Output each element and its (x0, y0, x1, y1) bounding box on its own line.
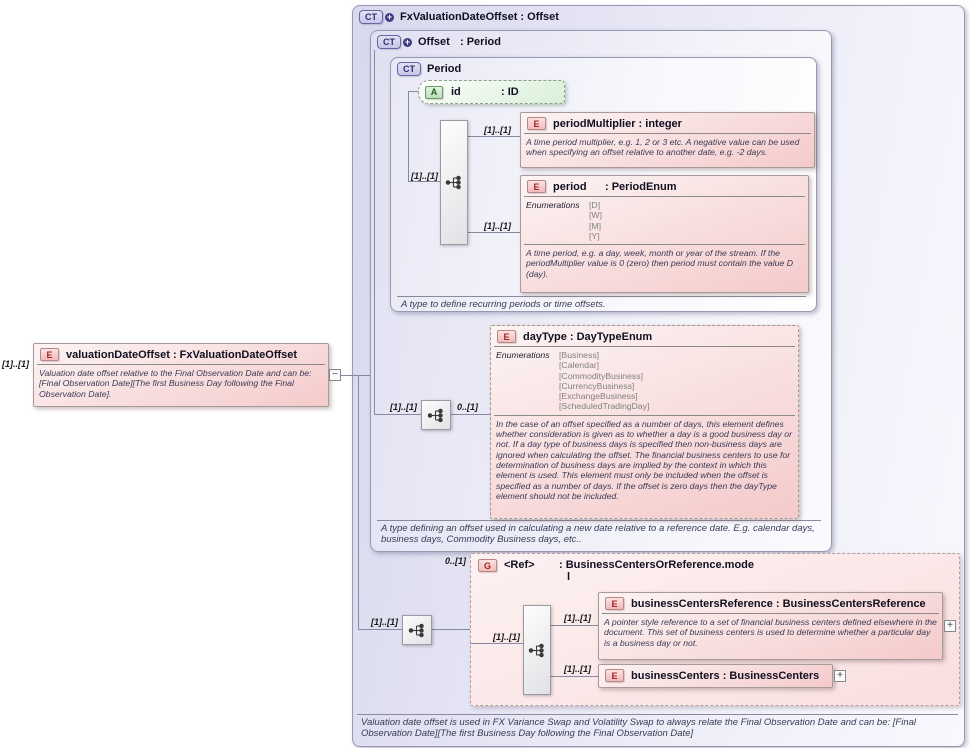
element-valuationdateoffset-box[interactable] (33, 343, 329, 407)
sequence-connector[interactable] (402, 615, 432, 645)
complextype-fxvaluationdateoffset-title: FxValuationDateOffset : Offset (400, 11, 559, 23)
complextype-period-header (397, 62, 461, 76)
attribute-id-name: id (451, 86, 461, 98)
enumeration-values: [D] [W] [M] [Y] (589, 200, 603, 241)
expand-button[interactable]: + (834, 670, 846, 682)
group-icon: G (478, 559, 497, 572)
collapse-button[interactable]: − (329, 369, 341, 381)
expand-button[interactable]: + (944, 620, 956, 632)
element-valuationdateoffset-description: Valuation date offset relative to the Final Observation Date and can be: [Final Observation Date][The first Business Day following the Final Observation Date]. (39, 368, 312, 399)
cardinality-label: [1]..[1] (564, 664, 591, 674)
element-valuationdateoffset-title: valuationDateOffset : FxValuationDateOffset (66, 348, 298, 361)
attribute-id-box[interactable] (418, 80, 565, 104)
complextype-fxvaluationdateoffset-header (359, 10, 559, 24)
sequence-connector[interactable] (440, 120, 468, 245)
derived-plus-icon: + (404, 36, 411, 47)
enumerations-label: Enumerations (526, 200, 580, 210)
complextype-offset-name: Offset (418, 36, 450, 48)
cardinality-label: [1]..[1] (371, 617, 398, 627)
attribute-id-type: : ID (501, 86, 519, 98)
group-ref-type-line1: : BusinessCentersOrReference.mode (559, 559, 755, 571)
element-daytype-description: In the case of an offset specified as a number of days, this element defines whether consideration is given as to whether a day is a good business day or not. If a day type of business days is specified then non-business days are ignored when calculating the offset. The financial business centers to use for determination of business days are implied by the context in which this element is used. This element must only be included when the offset is specified as a number of days. If the offset is zero days then the dayType element should not be included. (496, 418, 793, 501)
offset-annotation: A type defining an offset used in calculating a new date relative to a reference date. E.g. calendar days, business days, Commodity Business days, etc.. (377, 520, 821, 545)
cardinality-label: [1]..[1] (493, 632, 520, 642)
element-businesscentersreference-description: A pointer style reference to a set of financial business centers defined elsewhere in the document. This set of business centers is used to determine whether a particular day is a business day or not. (604, 617, 937, 648)
fxvaluationdateoffset-annotation: Valuation date offset is used in FX Variance Swap and Volatility Swap to always relate the Final Observation Date and can be: [Final Observation Date][The first Business Day following the Final Observation Date] (357, 714, 958, 739)
element-period-name: period (553, 180, 587, 193)
element-icon: E (40, 348, 59, 361)
cardinality-label: [1]..[1] (484, 125, 511, 135)
connector-line (374, 50, 375, 414)
connector-line (374, 414, 421, 415)
element-businesscenters-box[interactable] (598, 664, 833, 688)
connector-line (408, 91, 409, 181)
element-businesscentersreference-title: businessCentersReference : BusinessCentersReference (631, 597, 926, 610)
group-ref-name: <Ref> (504, 559, 535, 571)
element-period-box[interactable] (520, 175, 809, 293)
sequence-icon (445, 175, 463, 190)
connector-line (358, 629, 402, 630)
element-periodmultiplier-title: periodMultiplier : integer (553, 117, 682, 130)
complextype-period-title: Period (427, 63, 462, 75)
complextype-offset-base: : Period (460, 36, 501, 48)
complextype-icon: CT (397, 62, 421, 76)
connector-line (430, 629, 470, 630)
group-ref-type-line2: l (567, 571, 571, 583)
cardinality-label: 0..[1] (445, 556, 467, 566)
connector-line (549, 676, 598, 677)
connector-line (470, 643, 523, 644)
cardinality-label: [1]..[1] (564, 613, 591, 623)
element-periodmultiplier-description: A time period multiplier, e.g. 1, 2 or 3 etc. A negative value can be used when specifying an offset relative to another date, e.g. -2 days. (526, 137, 800, 158)
element-icon: E (527, 117, 546, 130)
element-periodmultiplier-box[interactable] (520, 112, 815, 168)
complextype-offset-header (377, 35, 501, 49)
derived-plus-icon: + (386, 11, 393, 22)
enumeration-values: [Business] [Calendar] [CommodityBusiness] [CurrencyBusiness] [ExchangeBusiness] [ScheduledTradingDay] (559, 350, 650, 412)
element-daytype-title: dayType : DayTypeEnum (523, 330, 653, 343)
sequence-icon (427, 408, 445, 423)
sequence-connector[interactable] (523, 605, 551, 695)
connector-line (449, 414, 490, 415)
element-businesscenters-title: businessCenters : BusinessCenters (631, 669, 820, 682)
connector-line (466, 232, 520, 233)
cardinality-label: 0..[1] (457, 402, 479, 412)
element-icon: E (527, 180, 546, 193)
cardinality-label: [1]..[1] (390, 402, 417, 412)
element-period-enumerations (521, 197, 808, 243)
complextype-icon: CT (359, 10, 383, 24)
cardinality-label: [1]..[1] (411, 171, 438, 181)
period-annotation: A type to define recurring periods or time offsets. (397, 296, 806, 310)
element-businesscentersreference-box[interactable] (598, 592, 943, 660)
enumerations-label: Enumerations (496, 350, 550, 360)
element-period-type: : PeriodEnum (605, 180, 677, 193)
element-icon: E (497, 330, 516, 343)
sequence-icon (408, 623, 426, 638)
element-daytype-box[interactable] (490, 325, 799, 519)
attribute-icon: A (425, 86, 443, 99)
connector-line (466, 136, 520, 137)
element-icon: E (605, 669, 624, 682)
element-daytype-enumerations (491, 347, 798, 414)
connector-line (358, 375, 359, 629)
sequence-icon (528, 643, 546, 658)
connector-line (408, 91, 418, 92)
complextype-icon: CT (377, 35, 401, 49)
cardinality-label: [1]..[1] (2, 359, 29, 369)
cardinality-label: [1]..[1] (484, 221, 511, 231)
element-icon: E (605, 597, 624, 610)
connector-line (408, 181, 440, 182)
connector-line (549, 625, 598, 626)
sequence-connector[interactable] (421, 400, 451, 430)
element-period-description: A time period, e.g. a day, week, month or year of the stream. If the periodMultiplier value is 0 (zero) then period must contain the value D (day). (526, 248, 794, 279)
